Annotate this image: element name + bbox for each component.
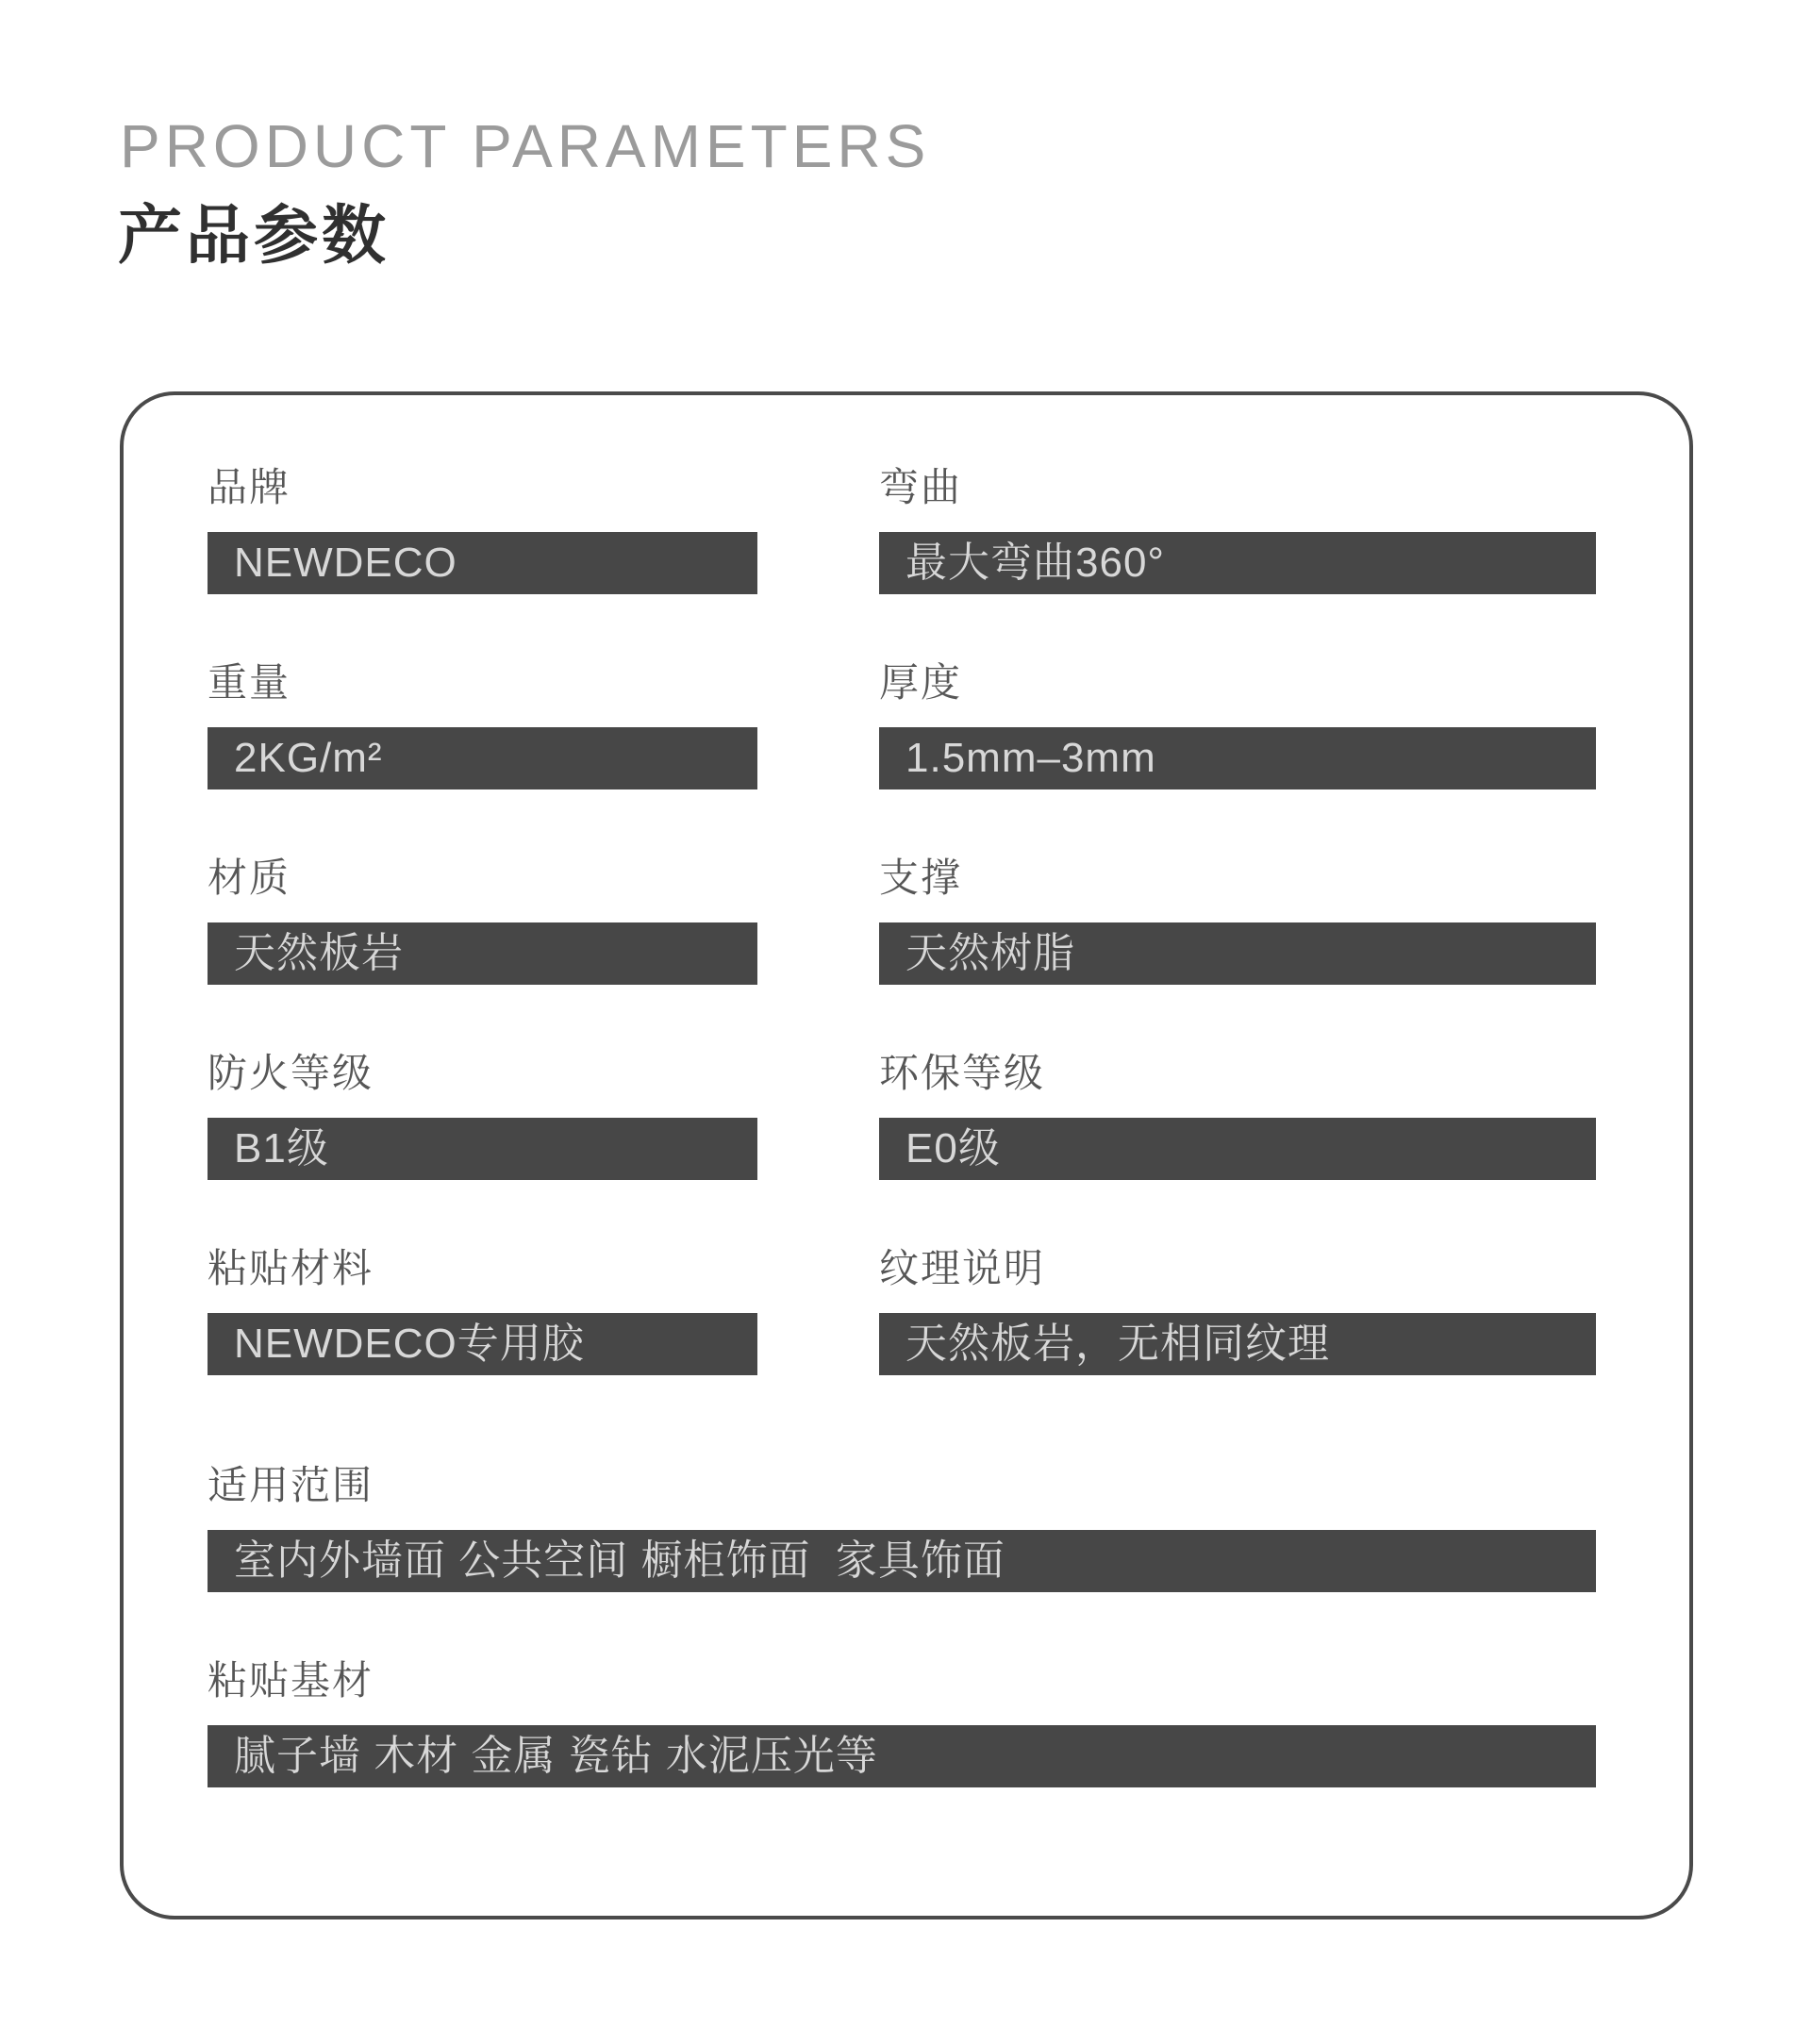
param-value-support: 天然树脂 <box>879 922 1596 985</box>
param-value-substrate: 腻子墙 木材 金属 瓷钻 水泥压光等 <box>208 1725 1596 1787</box>
param-label-substrate: 粘贴基材 <box>208 1658 374 1703</box>
param-label-bending: 弯曲 <box>879 465 963 509</box>
param-label-texture: 纹理说明 <box>879 1246 1046 1290</box>
param-field-adhesive <box>208 1245 757 1375</box>
param-label-scope: 适用范围 <box>208 1463 374 1507</box>
param-label-eco-rating: 环保等级 <box>879 1051 1046 1095</box>
param-label-brand: 品牌 <box>208 465 291 509</box>
param-field-scope <box>208 1462 1596 1592</box>
param-field-texture <box>879 1245 1596 1375</box>
parameters-grid <box>208 464 1600 1440</box>
param-field-thickness <box>879 659 1596 789</box>
param-field-support <box>879 855 1596 985</box>
param-field-bending <box>879 464 1596 594</box>
param-value-thickness: 1.5mm–3mm <box>879 727 1596 789</box>
parameters-panel <box>120 391 1693 1919</box>
param-value-fire-rating: B1级 <box>208 1118 757 1180</box>
param-value-adhesive: NEWDECO专用胶 <box>208 1313 757 1375</box>
param-label-adhesive: 粘贴材料 <box>208 1246 374 1290</box>
param-value-weight: 2KG/m² <box>208 727 757 789</box>
page-title-english: PRODUCT PARAMETERS <box>120 112 931 180</box>
param-field-eco-rating <box>879 1050 1596 1180</box>
param-field-weight <box>208 659 757 789</box>
param-field-brand <box>208 464 757 594</box>
param-value-eco-rating: E0级 <box>879 1118 1596 1180</box>
param-value-bending: 最大弯曲360° <box>879 532 1596 594</box>
param-label-weight: 重量 <box>208 660 291 705</box>
param-value-texture: 天然板岩，无相同纹理 <box>879 1313 1596 1375</box>
param-label-thickness: 厚度 <box>879 660 963 705</box>
param-label-fire-rating: 防火等级 <box>208 1051 374 1095</box>
param-label-support: 支撑 <box>879 856 963 900</box>
param-field-fire-rating <box>208 1050 757 1180</box>
param-label-material: 材质 <box>208 856 291 900</box>
param-value-material: 天然板岩 <box>208 922 757 985</box>
page-title-chinese: 产品参数 <box>118 200 390 272</box>
param-value-scope: 室内外墙面 公共空间 橱柜饰面 家具饰面 <box>208 1530 1596 1592</box>
param-field-material <box>208 855 757 985</box>
param-field-substrate <box>208 1657 1596 1787</box>
param-value-brand: NEWDECO <box>208 532 757 594</box>
